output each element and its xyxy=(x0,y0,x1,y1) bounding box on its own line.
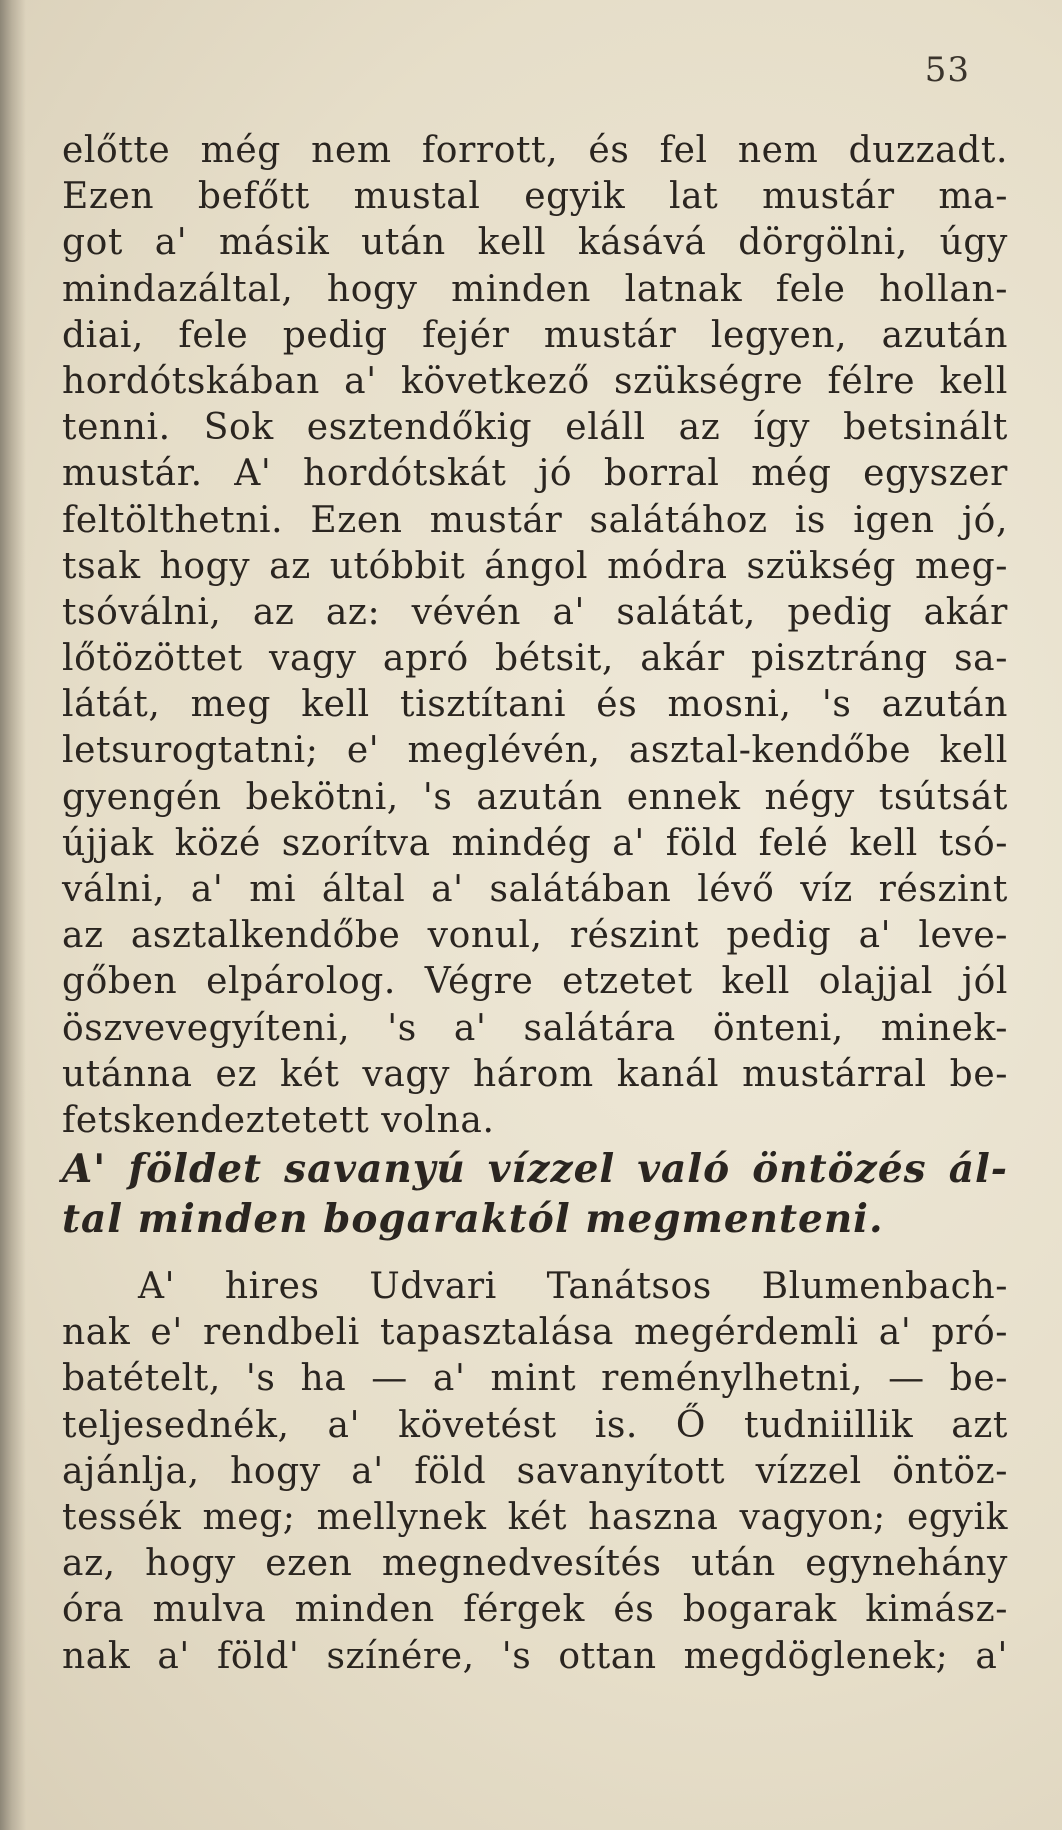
text-line: gyengén bekötni, 's azután ennek négy tsútsát xyxy=(62,776,1008,818)
text-line: mustár. A' hordótskát jó borral még egyszer xyxy=(62,453,1008,495)
text-line: az asztalkendőbe vonul, részint pedig a' leve- xyxy=(62,915,1008,957)
text-line: gőben elpárolog. Végre etzetet kell olajjal jól xyxy=(62,961,1008,1003)
page-number: 53 xyxy=(924,50,970,90)
text-line: feltölthetni. Ezen mustár salátához is igen jó, xyxy=(62,499,1008,541)
text-line: fetskendeztetett volna. xyxy=(62,1099,495,1141)
text-line: A' hires Udvari Tanátsos Blumenbach- xyxy=(138,1266,1008,1307)
text-line: tsóválni, az az: vévén a' salátát, pedig akár xyxy=(62,591,1008,633)
text-line: tessék meg; mellynek két haszna vagyon; egyik xyxy=(62,1496,1008,1538)
text-line: nak e' rendbeli tapasztalása megérdemli a' pró- xyxy=(62,1312,1008,1354)
text-line: öszvevegyíteni, 's a' salátára önteni, minek- xyxy=(62,1007,1008,1049)
text-line: nak a' föld' színére, 's ottan megdöglenek; a' xyxy=(62,1635,1008,1677)
text-line: válni, a' mi által a' salátában lévő víz részint xyxy=(62,869,1008,910)
text-line: tsak hogy az utóbbit ángol módra szükség meg- xyxy=(62,545,1008,587)
text-line: látát, meg kell tisztítani és mosni, 's azután xyxy=(62,684,1008,726)
text-line: letsurogtatni; e' meglévén, asztal-kendőbe kell xyxy=(62,730,1008,772)
text-line: got a' másik után kell kásává dörgölni, úgy xyxy=(62,222,1008,264)
body-text xyxy=(62,128,1008,1144)
heading-line: A' földet savanyú vízzel való öntözés ál- xyxy=(62,1146,1008,1192)
text-line: diai, fele pedig fejér mustár legyen, azután xyxy=(62,314,1008,356)
page-binding-edge xyxy=(0,0,26,1830)
text-line: utánna ez két vagy három kanál mustárral be- xyxy=(62,1053,1008,1095)
text-line: tenni. Sok esztendőkig eláll az így betsinált xyxy=(62,407,1008,449)
text-line: hordótskában a' következő szükségre félre kell xyxy=(62,360,1008,402)
text-line: ajánlja, hogy a' föld savanyított vízzel öntöz- xyxy=(62,1450,1008,1492)
text-line: lőtözöttet vagy apró bétsit, akár pisztráng sa- xyxy=(62,638,1008,680)
text-line: az, hogy ezen megnedvesítés után egynehány xyxy=(62,1543,1008,1585)
text-line: óra mulva minden férgek és bogarak kimász- xyxy=(62,1589,1008,1631)
text-line: batételt, 's ha — a' mint reménylhetni, — be- xyxy=(62,1358,1008,1400)
text-line: újjak közé szorítva mindég a' föld felé kell tsó- xyxy=(62,822,1008,864)
section-paragraph xyxy=(62,1264,1008,1680)
text-line: Ezen befőtt mustal egyik lat mustár ma- xyxy=(62,176,1008,218)
heading-line: tal minden bogaraktól megmenteni. xyxy=(62,1196,884,1242)
text-line: mindazáltal, hogy minden latnak fele hollan- xyxy=(62,268,1008,310)
section-heading xyxy=(62,1144,1008,1244)
text-line: előtte még nem forrott, és fel nem duzzadt. xyxy=(62,130,1008,171)
text-line: teljesednék, a' követést is. Ő tudniillik azt xyxy=(62,1404,1008,1446)
